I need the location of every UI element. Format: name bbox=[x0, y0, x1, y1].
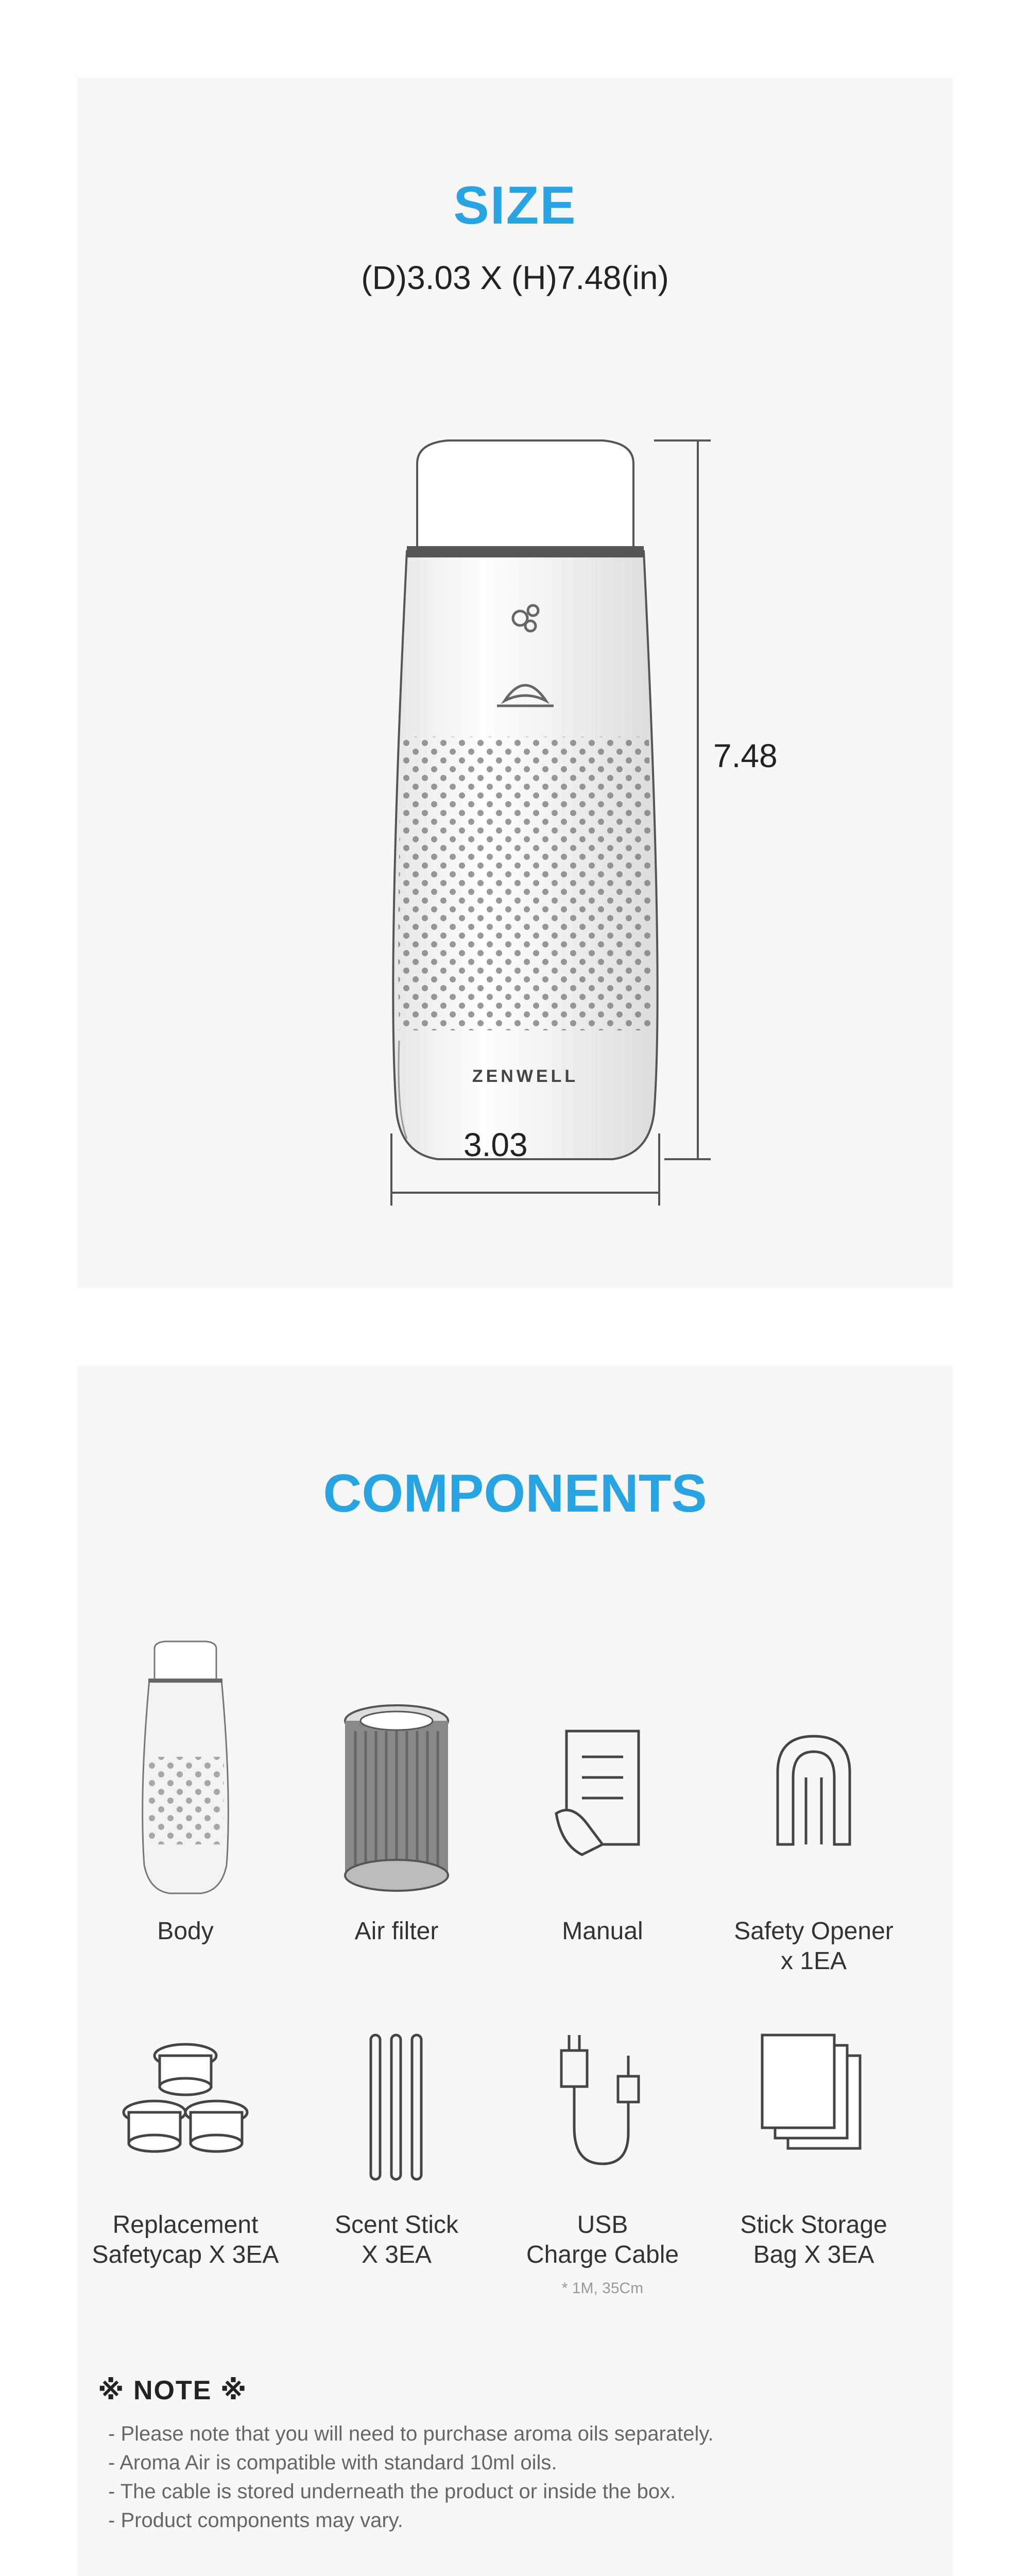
component-safety-cap bbox=[82, 2025, 288, 2269]
brand-text: ZENWELL bbox=[472, 1066, 579, 1086]
width-label: 3.03 bbox=[464, 1126, 528, 1163]
component-label: Replacement Safetycap X 3EA bbox=[92, 2211, 279, 2268]
safety-cap-icon bbox=[118, 2025, 252, 2200]
components-section bbox=[77, 1365, 953, 2576]
height-dimension bbox=[654, 440, 711, 1159]
manual-icon bbox=[546, 1721, 659, 1906]
scent-stick-icon bbox=[345, 2025, 448, 2200]
body-icon bbox=[129, 1638, 242, 1906]
component-label: Scent Stick X 3EA bbox=[334, 2211, 459, 2268]
component-label: Manual bbox=[562, 1918, 643, 1945]
component-label: USB Charge Cable bbox=[526, 2211, 679, 2268]
component-label: Stick Storage Bag X 3EA bbox=[740, 2211, 887, 2268]
height-label: 7.48 bbox=[713, 737, 778, 774]
size-section bbox=[77, 77, 953, 1288]
component-label: Body bbox=[157, 1918, 214, 1945]
component-body bbox=[82, 1638, 288, 1946]
component-usb-cable bbox=[500, 2025, 706, 2297]
note-item: - Aroma Air is compatible with standard 10ml oils. bbox=[108, 2448, 713, 2477]
component-air-filter bbox=[294, 1700, 500, 1946]
component-manual bbox=[500, 1721, 706, 1946]
note-list bbox=[108, 2419, 713, 2535]
device-body bbox=[393, 440, 657, 1159]
component-storage-bag bbox=[711, 2025, 917, 2269]
note-item: - Product components may vary. bbox=[108, 2506, 713, 2535]
air-filter-icon bbox=[335, 1700, 458, 1906]
usb-cable-icon bbox=[546, 2025, 659, 2200]
size-title: SIZE bbox=[453, 176, 577, 235]
note-title: ※ NOTE ※ bbox=[98, 2376, 248, 2405]
component-scent-stick bbox=[294, 2025, 500, 2269]
size-subtitle: (D)3.03 X (H)7.48(in) bbox=[361, 259, 669, 296]
safety-opener-icon bbox=[757, 1721, 870, 1906]
note-item: - The cable is stored underneath the product or inside the box. bbox=[108, 2477, 713, 2506]
note-item: - Please note that you will need to purchase aroma oils separately. bbox=[108, 2419, 713, 2448]
component-label: Air filter bbox=[354, 1918, 439, 1945]
components-title: COMPONENTS bbox=[323, 1464, 707, 1523]
component-safety-opener bbox=[711, 1721, 917, 1976]
component-note: * 1M, 35Cm bbox=[561, 2280, 644, 2297]
storage-bag-icon bbox=[752, 2025, 876, 2200]
component-label: Safety Opener x 1EA bbox=[734, 1918, 894, 1975]
